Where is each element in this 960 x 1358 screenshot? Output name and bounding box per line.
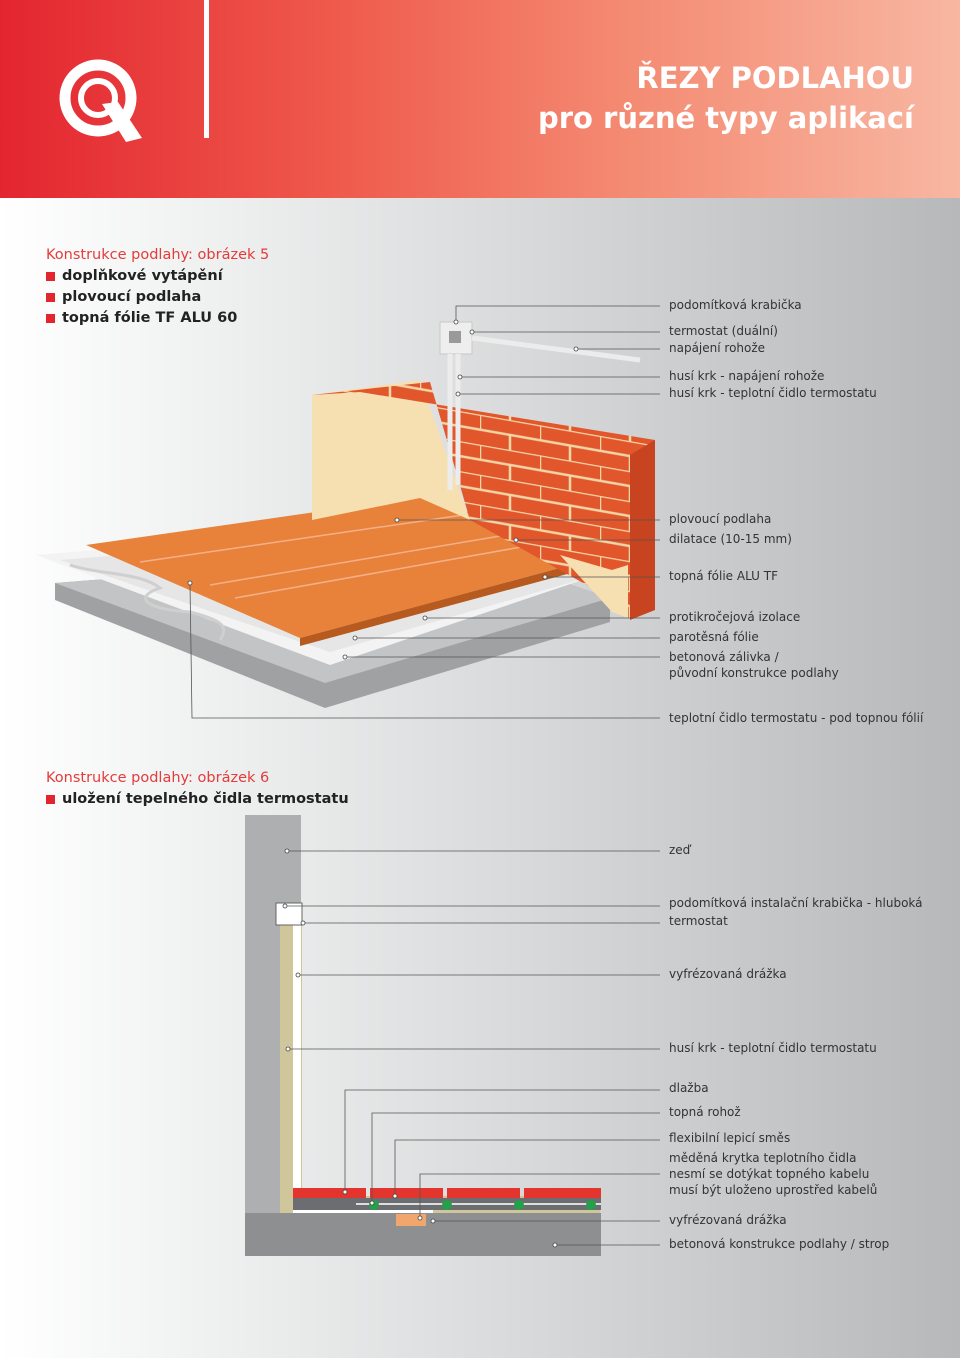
- label-flush-box: podomítková krabička: [669, 298, 802, 312]
- diagram-2-sensor-placement: [245, 815, 660, 1256]
- label-concrete-screed: betonová zálivka /: [669, 650, 779, 664]
- label-gooseneck-sensor: husí krk - teplotní čidlo termostatu: [669, 386, 877, 400]
- section1-bullet-1: doplňkové vytápění: [46, 268, 223, 284]
- header-divider: [204, 0, 209, 138]
- label-adhesive: flexibilní lepicí směs: [669, 1131, 791, 1145]
- label-gooseneck-sensor-2: husí krk - teplotní čidlo termostatu: [669, 1041, 877, 1055]
- diagram-1-floating-floor: [36, 306, 660, 718]
- label-floating-floor: plovoucí podlaha: [669, 512, 772, 526]
- leader-lines-2: [285, 851, 660, 1245]
- label-gooseneck-power: husí krk - napájení rohože: [669, 369, 825, 383]
- label-copper-cap: měděná krytka teplotního čidla: [669, 1151, 857, 1165]
- section2-heading: Konstrukce podlahy: obrázek 6: [46, 770, 270, 786]
- tiles: [293, 1188, 601, 1198]
- label-deep-box: podomítková instalační krabička - hluboká: [669, 896, 923, 910]
- label-heating-mat: topná rohož: [669, 1105, 741, 1119]
- label-thermostat: termostat: [669, 914, 728, 928]
- label-centered: musí být uloženo uprostřed kabelů: [669, 1183, 878, 1197]
- title-line-1: ŘEZY PODLAHOU: [636, 61, 914, 95]
- label-sensor-under-foil: teplotní čidlo termostatu - pod topnou fólií: [669, 711, 924, 725]
- page-title: [538, 58, 914, 138]
- label-vapour-foil: parotěsná fólie: [669, 630, 759, 644]
- header-banner: [0, 0, 960, 198]
- label-original-floor: původní konstrukce podlahy: [669, 666, 839, 680]
- label-impact-insulation: protikročejová izolace: [669, 610, 801, 624]
- label-mat-power: napájení rohože: [669, 341, 766, 355]
- label-thermostat-dual: termostat (duální): [669, 324, 778, 338]
- label-no-contact: nesmí se dotýkat topného kabelu: [669, 1167, 870, 1181]
- section2-bullet-1: uložení tepelného čidla termostatu: [46, 791, 349, 807]
- label-heating-foil: topná fólie ALU TF: [669, 569, 778, 583]
- section1-bullet-3: topná fólie TF ALU 60: [46, 310, 237, 326]
- label-concrete-ceiling: betonová konstrukce podlahy / strop: [669, 1237, 890, 1251]
- company-logo-icon: [58, 58, 144, 144]
- label-wall: zeď: [669, 843, 691, 857]
- plaster-wall: [312, 380, 470, 520]
- copper-cap: [396, 1214, 426, 1226]
- label-tiles: dlažba: [669, 1081, 709, 1095]
- section1-heading: Konstrukce podlahy: obrázek 5: [46, 247, 270, 263]
- label-milled-groove-2: vyfrézovaná drážka: [669, 1213, 787, 1227]
- title-line-2: pro různé typy aplikací: [537, 101, 914, 135]
- label-dilatation: dilatace (10-15 mm): [669, 532, 792, 546]
- section1-bullet-2: plovoucí podlaha: [46, 289, 201, 305]
- label-milled-groove: vyfrézovaná drážka: [669, 967, 787, 981]
